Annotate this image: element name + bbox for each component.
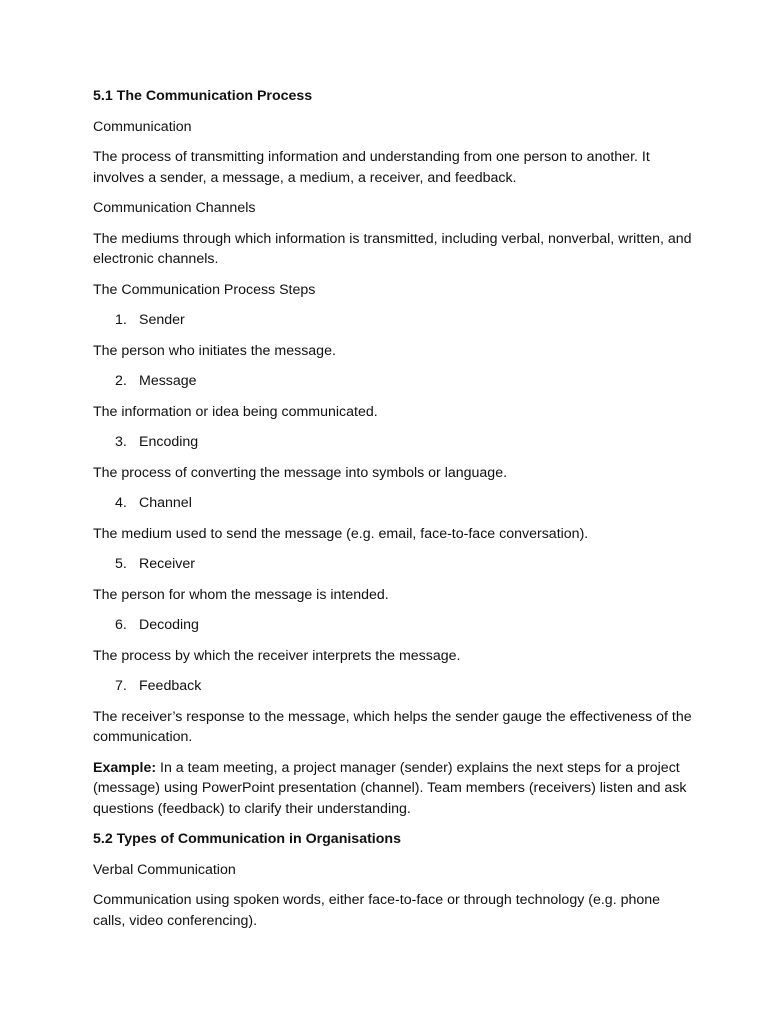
definition-verbal-communication: Communication using spoken words, either face-to-face or through technology (e.g. phone calls, video conferencing).: [93, 892, 661, 929]
list-number: 6.: [115, 617, 127, 633]
list-description: The person who initiates the message.: [93, 342, 336, 359]
list-description: The information or idea being communicated.: [93, 403, 378, 420]
definition-communication-channels: The mediums through which information is transmitted, including verbal, nonverbal, written, and electronic channels.: [93, 230, 692, 267]
list-description: The process by which the receiver interprets the message.: [93, 647, 461, 664]
section-heading: 5.1 The Communication Process: [93, 88, 313, 104]
list-number: 7.: [115, 678, 127, 694]
example-label: Example:: [93, 759, 157, 776]
term-communication: Communication: [93, 118, 192, 135]
list-item: [93, 554, 693, 575]
term-verbal-communication: Verbal Communication: [93, 861, 236, 878]
section-heading-2: 5.2 Types of Communication in Organisations: [93, 831, 401, 847]
list-number: 5.: [115, 556, 127, 572]
term-communication-channels: Communication Channels: [93, 200, 256, 216]
definition-communication: The process of transmitting information and understanding from one person to another. It involves a sender, a message, a medium, a receiver, and feedback.: [93, 149, 650, 186]
list-number: 4.: [115, 495, 127, 511]
list-label: Receiver: [139, 556, 195, 572]
list-label: Feedback: [139, 678, 202, 694]
list-description: The person for whom the message is intended.: [93, 586, 389, 603]
list-description: The process of converting the message into symbols or language.: [93, 464, 508, 481]
list-item: [93, 371, 693, 392]
list-item: [93, 676, 693, 697]
example-paragraph: [93, 758, 693, 820]
document-page: [93, 86, 693, 941]
list-item: [93, 310, 693, 331]
list-number: 3.: [115, 434, 127, 450]
list-label: Decoding: [139, 617, 199, 633]
list-label: Encoding: [139, 434, 199, 450]
list-item: [93, 615, 693, 636]
list-item: [93, 493, 693, 514]
steps-title: The Communication Process Steps: [93, 281, 316, 298]
list-item: [93, 432, 693, 453]
list-label: Channel: [139, 495, 192, 511]
list-label: Message: [139, 373, 197, 389]
list-number: 2.: [115, 373, 127, 389]
example-text: In a team meeting, a project manager (sender) explains the next steps for a project (message) using PowerPoint presentation (channel). Team members (receivers) listen and ask questions (feedback) to clarify their understanding.: [93, 759, 687, 817]
list-description: The medium used to send the message (e.g. email, face-to-face conversation).: [93, 525, 589, 542]
list-label: Sender: [139, 312, 185, 328]
list-description: The receiver’s response to the message, which helps the sender gauge the effectiveness of the communication.: [93, 708, 692, 745]
list-number: 1.: [115, 312, 127, 328]
